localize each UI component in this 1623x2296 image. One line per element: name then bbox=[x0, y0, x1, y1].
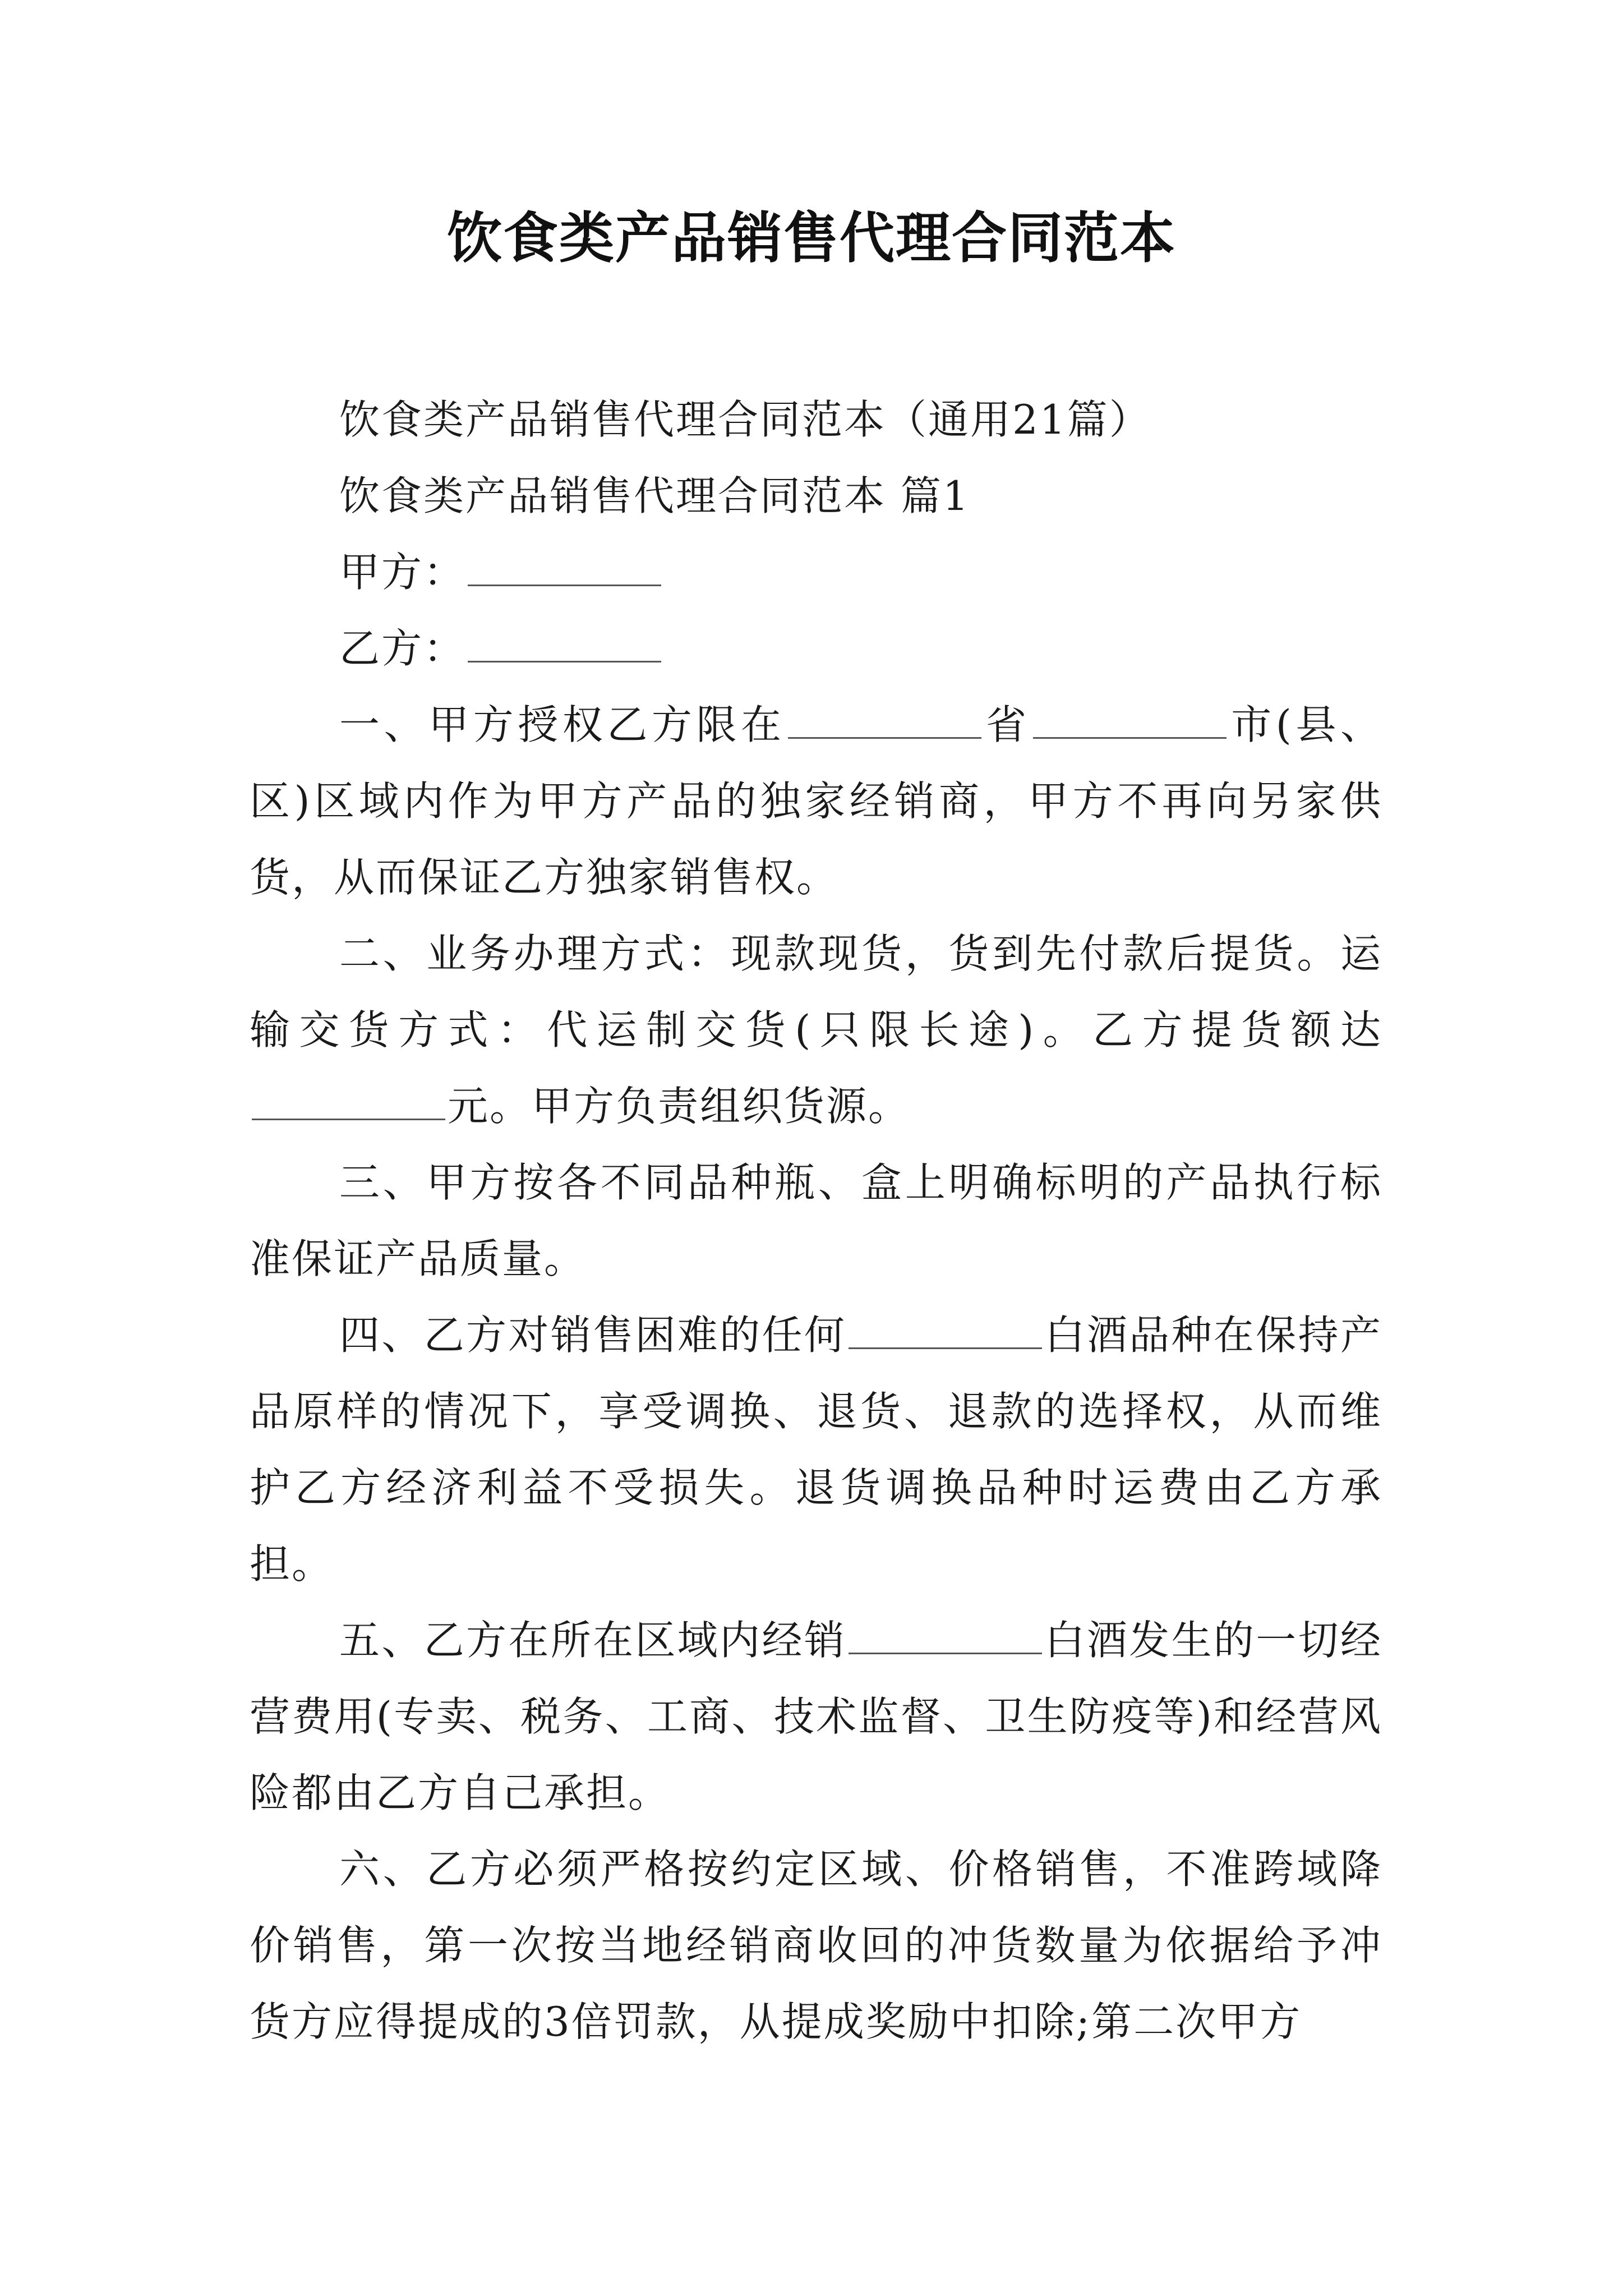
clause-2-text-a: 二、业务办理方式：现款现货，货到先付款后提货。运输交货方式：代运制交货(只限长途)。乙方提货额达 bbox=[250, 930, 1382, 1053]
liquor-brand-blank bbox=[849, 1312, 1042, 1349]
clause-2-text-b: 元。甲方负责组织货源。 bbox=[448, 1083, 911, 1130]
party-a-blank bbox=[468, 549, 661, 586]
clause-1 bbox=[250, 687, 1382, 915]
party-a-line bbox=[250, 534, 1382, 610]
document-title: 饮食类产品销售代理合同范本 bbox=[446, 206, 1176, 270]
clause-3: 三、甲方按各不同品种瓶、盒上明确标明的产品执行标准保证产品质量。 bbox=[250, 1159, 1382, 1282]
clause-4-text-b: 白酒品种在保持产品原样的情况下，享受调换、退货、退款的选择权，从而维护乙方经济利益不受损失。退货调换品种时运费由乙方承担。 bbox=[250, 1312, 1382, 1588]
liquor-brand-blank-2 bbox=[849, 1617, 1042, 1654]
clause-5-text-b: 白酒发生的一切经营费用(专卖、税务、工商、技术监督、卫生防疫等)和经营风险都由乙方自己承担。 bbox=[250, 1617, 1382, 1816]
clause-4 bbox=[250, 1297, 1382, 1602]
clause-6: 六、乙方必须严格按约定区域、价格销售，不准跨域降价销售，第一次按当地经销商收回的冲货数量为依据给予冲货方应得提成的3倍罚款，从提成奖励中扣除;第二次甲方 bbox=[250, 1846, 1382, 2045]
amount-blank bbox=[252, 1083, 445, 1120]
clause-5 bbox=[250, 1602, 1382, 1831]
clause-1-text-a: 一、甲方授权乙方限在 bbox=[339, 701, 786, 748]
clause-4-text-a: 四、乙方对销售困难的任何 bbox=[339, 1312, 847, 1359]
clause-2 bbox=[250, 915, 1382, 1144]
clause-1-text-b: 省 bbox=[983, 701, 1031, 748]
subtitle: 饮食类产品销售代理合同范本（通用21篇） bbox=[339, 396, 1151, 443]
section-heading: 饮食类产品销售代理合同范本 篇1 bbox=[339, 472, 970, 519]
province-blank bbox=[788, 701, 981, 739]
party-b-label: 乙方： bbox=[339, 625, 466, 672]
clause-1-text-c: 市(县、区)区域内作为甲方产品的独家经销商，甲方不再向另家供货，从而保证乙方独家销售权。 bbox=[250, 701, 1382, 901]
party-b-blank bbox=[468, 625, 661, 662]
clause-5-text-a: 五、乙方在所在区域内经销 bbox=[339, 1617, 847, 1664]
city-blank bbox=[1033, 701, 1227, 739]
document-body bbox=[250, 381, 1382, 2060]
party-a-label: 甲方： bbox=[339, 549, 466, 596]
party-b-line bbox=[250, 610, 1382, 687]
